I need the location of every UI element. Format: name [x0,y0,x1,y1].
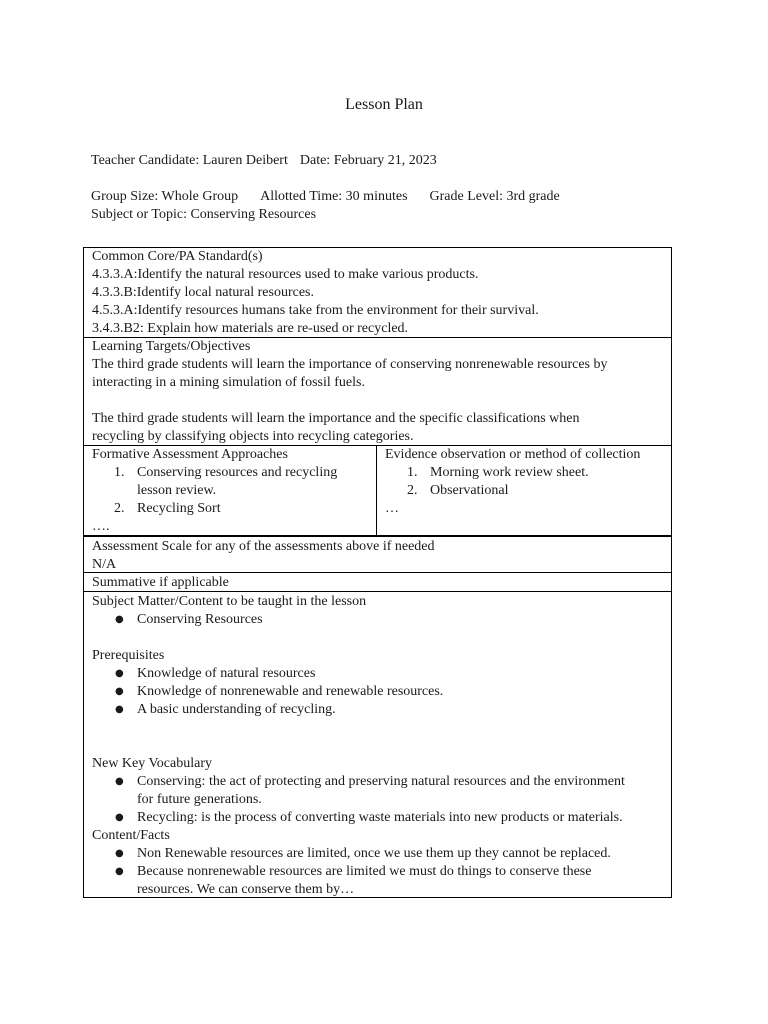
vocabulary-item: ● Recycling: is the process of converting waste materials into new products or materials. [92,809,663,827]
content-heading: Subject Matter/Content to be taught in the lesson [92,594,367,609]
content-facts-heading: Content/Facts [92,828,170,843]
standards-heading: Common Core/PA Standard(s) [92,249,263,264]
formative-trail: …. [92,519,110,534]
scale-value: N/A [92,557,117,572]
lesson-date: Date: February 21, 2023 [299,153,437,168]
teacher-candidate: Teacher Candidate: Lauren Deibert [91,153,288,168]
assessment-scale-section [83,535,672,573]
formative-assessment-cell [84,446,377,536]
objectives-heading: Learning Targets/Objectives [92,339,251,354]
objective-text: recycling by classifying objects into recycling categories. [92,429,414,444]
standard-item: 3.4.3.B2: Explain how materials are re-used or recycled. [92,321,409,336]
standards-section [84,248,671,338]
prerequisite-item: ● Knowledge of nonrenewable and renewable resources. [92,683,663,701]
prerequisites-heading: Prerequisites [92,648,165,663]
evidence-item: 2. Observational [407,483,509,498]
content-section [83,591,672,898]
objective-text: interacting in a mining simulation of fossil fuels. [92,375,365,390]
fact-item: ● Non Renewable resources are limited, once we use them up they cannot be replaced. [92,845,663,863]
fact-item: ● Because nonrenewable resources are limited we must do things to conserve these resources. We can conserve them by… [92,863,663,899]
assessment-row [84,446,671,536]
prerequisite-item: ● Knowledge of natural resources [92,665,663,683]
summative-heading: Summative if applicable [92,575,229,590]
grade-level: Grade Level: 3rd grade [429,189,560,204]
page-title: Lesson Plan [345,96,423,113]
group-size: Group Size: Whole Group [91,189,239,204]
formative-item: 2. Recycling Sort [114,501,221,516]
formative-heading: Formative Assessment Approaches [92,447,288,462]
evidence-item: 1. Morning work review sheet. [407,465,589,480]
vocabulary-item: ● Conserving: the act of protecting and preserving natural resources and the environment for future generations. [92,773,663,809]
summative-section [83,572,672,592]
content-item: ● Conserving Resources [92,611,663,629]
standard-item: 4.5.3.A:Identify resources humans take from the environment for their survival. [92,303,539,318]
objective-text: The third grade students will learn the importance and the specific classifications when [92,411,580,426]
evidence-heading: Evidence observation or method of collection [385,447,641,462]
subject-topic: Subject or Topic: Conserving Resources [91,207,317,222]
evidence-cell [377,446,671,536]
lesson-table-main [83,247,672,537]
formative-item: 1. Conserving resources and recycling lesson review. [114,465,338,498]
allotted-time: Allotted Time: 30 minutes [260,189,408,204]
group-time-grade-line [91,188,560,206]
standard-item: 4.3.3.A:Identify the natural resources used to make various products. [92,267,479,282]
objectives-section [84,338,671,446]
evidence-trail: … [385,501,399,516]
teacher-date-line [91,152,437,170]
objective-text: The third grade students will learn the importance of conserving nonrenewable resources by [92,357,608,372]
prerequisite-item: ● A basic understanding of recycling. [92,701,663,719]
vocabulary-heading: New Key Vocabulary [92,756,213,771]
standard-item: 4.3.3.B:Identify local natural resources. [92,285,314,300]
scale-heading: Assessment Scale for any of the assessments above if needed [92,539,435,554]
